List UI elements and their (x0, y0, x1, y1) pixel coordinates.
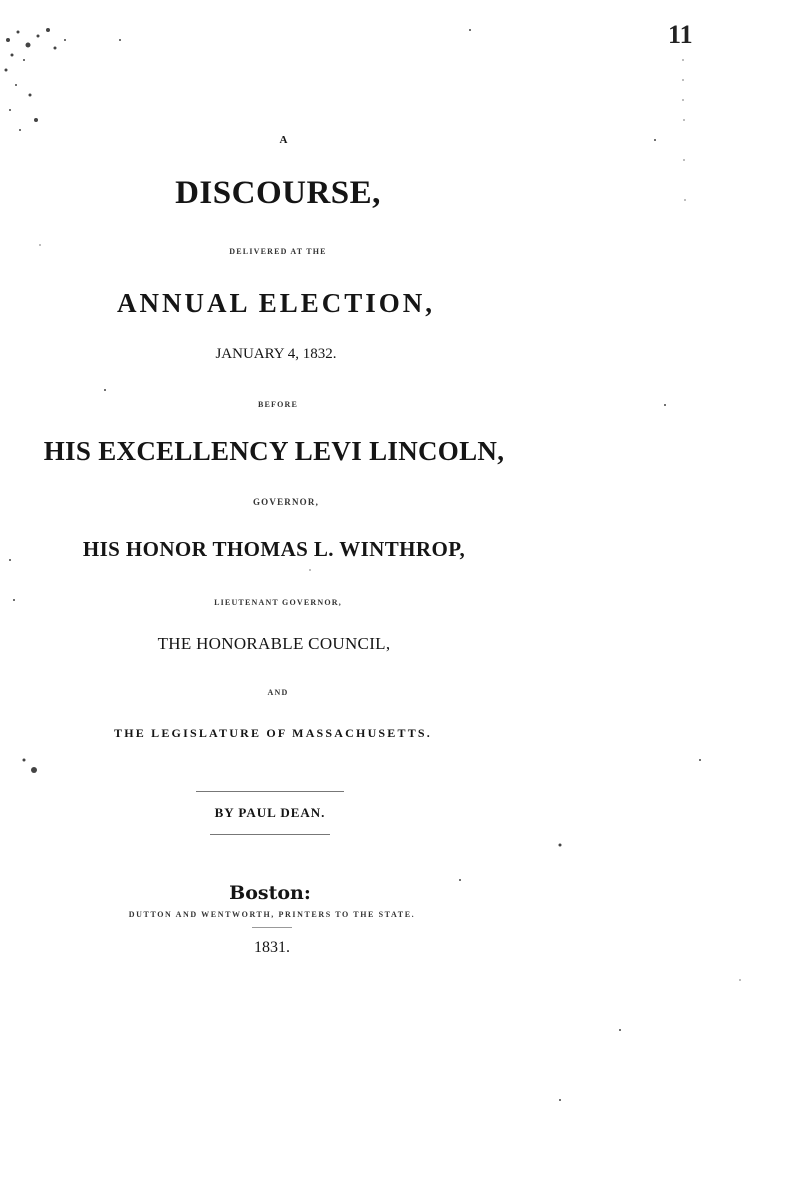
occasion-line: ANNUAL ELECTION, (116, 288, 436, 318)
and-line: AND (267, 688, 289, 697)
corner-mark: 11 (668, 20, 693, 49)
rule-top (196, 791, 344, 792)
legislature-line: THE LEGISLATURE OF MASSACHUSETTS. (114, 726, 432, 740)
lt-governor-title: LIEUTENANT GOVERNOR, (214, 598, 342, 607)
title-main: DISCOURSE, (175, 175, 381, 211)
rule-bottom (210, 834, 330, 835)
council-line: THE HONORABLE COUNCIL, (157, 634, 391, 653)
date-line: JANUARY 4, 1832. (215, 346, 337, 362)
before-line: BEFORE (257, 400, 299, 409)
year-line: 1831. (254, 939, 290, 956)
city-line: Boston: (229, 882, 311, 904)
lt-governor-name: HIS HONOR THOMAS L. WINTHROP, (82, 537, 466, 561)
printer-line: DUTTON AND WENTWORTH, PRINTERS TO THE STATE. (128, 910, 416, 919)
delivered-line: DELIVERED AT THE (229, 247, 327, 256)
rule-year (252, 927, 292, 928)
title-article: A (279, 134, 289, 146)
governor-name: HIS EXCELLENCY LEVI LINCOLN, (43, 436, 505, 466)
author-line: BY PAUL DEAN. (214, 805, 326, 820)
governor-title: GOVERNOR, (252, 497, 320, 507)
